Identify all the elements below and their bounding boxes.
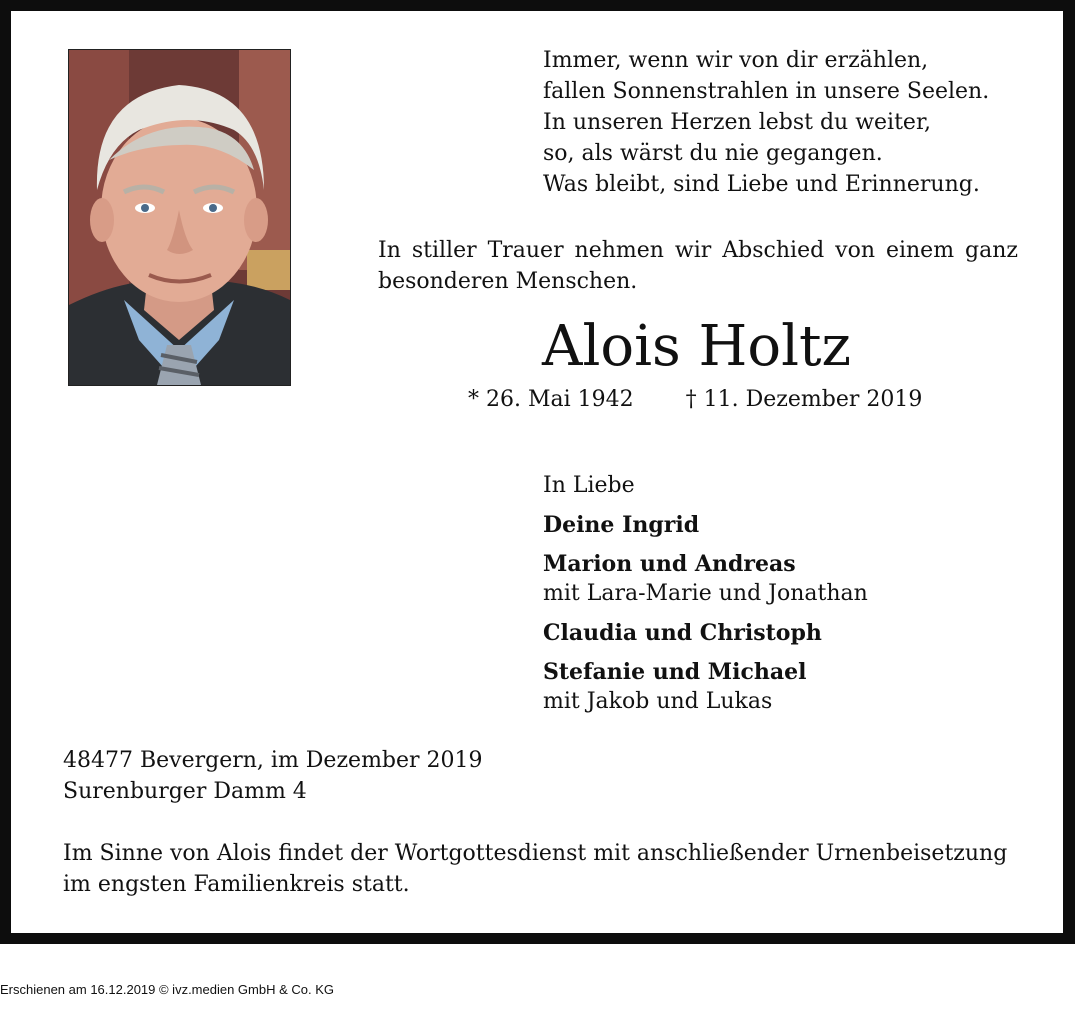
mourners <box>543 471 868 717</box>
publication-footer: Erschienen am 16.12.2019 © ivz.medien GmbH & Co. KG <box>0 982 335 997</box>
mourner-group <box>543 657 868 717</box>
mourners-lead: In Liebe <box>543 473 635 498</box>
deceased-name: Alois Holtz <box>542 314 851 379</box>
mourner-name: Stefanie und Michael <box>543 659 807 685</box>
mourner-name: Deine Ingrid <box>543 512 700 538</box>
mourner-name: Claudia und Christoph <box>543 620 822 646</box>
death-date: † 11. Dezember 2019 <box>685 387 923 412</box>
mourner-children: mit Lara-Marie und Jonathan <box>543 581 868 606</box>
poem-line: fallen Sonnenstrahlen in unsere Seelen. <box>543 79 990 104</box>
poem-line: In unseren Herzen lebst du weiter, <box>543 110 932 135</box>
poem <box>543 45 989 200</box>
address-block <box>63 745 483 807</box>
mourner-group <box>543 510 868 540</box>
portrait-photo <box>68 49 291 386</box>
street: Surenburger Damm 4 <box>63 779 307 804</box>
mourner-name: Marion und Andreas <box>543 551 796 577</box>
obituary-notice <box>11 11 1063 933</box>
service-note: Im Sinne von Alois findet der Wortgottesdienst mit anschließender Urnenbeisetzung im engsten Familienkreis statt. <box>63 841 1008 897</box>
mourner-group <box>543 549 868 609</box>
poem-line: Immer, wenn wir von dir erzählen, <box>543 48 929 73</box>
life-dates <box>468 385 922 415</box>
birth-date: * 26. Mai 1942 <box>468 387 634 412</box>
intro-text: In stiller Trauer nehmen wir Abschied von einem ganz besonderen Menschen. <box>378 238 1018 294</box>
poem-line: so, als wärst du nie gegangen. <box>543 141 883 166</box>
poem-line: Was bleibt, sind Liebe und Erinnerung. <box>543 172 980 197</box>
mourner-group <box>543 618 868 648</box>
place-date: 48477 Bevergern, im Dezember 2019 <box>63 748 483 773</box>
mourner-children: mit Jakob und Lukas <box>543 689 773 714</box>
